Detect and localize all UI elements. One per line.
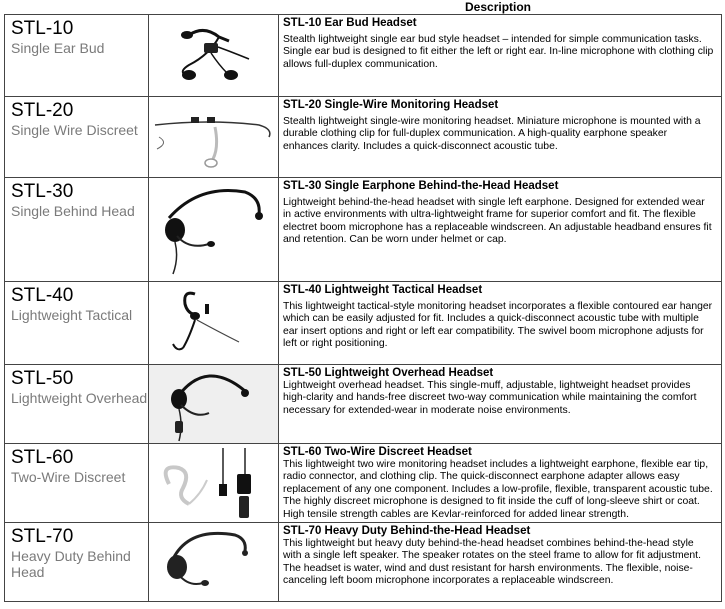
product-title: STL-70 Heavy Duty Behind-the-Head Headset (283, 525, 531, 537)
model-code: STL-60 (11, 447, 74, 468)
model-name: Lightweight Overhead (11, 390, 148, 406)
behind-head-headset-icon (149, 178, 279, 280)
model-name: Single Wire Discreet (11, 122, 138, 138)
product-description: Lightweight behind-the-head headset with single left earphone. Designed for extended wear in active environments with ultra-lightweight frame for superior comfort and fit. The flexible electret boom microphone has a replaceable windscreen. An adjustable headband ensures fit and retention. Can be worn under helmet or cap. (283, 197, 712, 246)
product-title: STL-50 Lightweight Overhead Headset (283, 367, 494, 379)
description-column-header: Description (465, 0, 532, 14)
model-cell (5, 523, 149, 602)
overhead-headset-icon (149, 365, 279, 443)
headset-catalog-table (4, 14, 722, 602)
model-cell (5, 365, 149, 444)
description-cell (279, 15, 722, 97)
description-cell (279, 523, 722, 602)
model-name: Single Behind Head (11, 203, 135, 219)
product-title: STL-20 Single-Wire Monitoring Headset (283, 99, 499, 111)
table-row (5, 178, 722, 282)
image-cell (149, 178, 279, 282)
table-row (5, 365, 722, 444)
product-description: Stealth lightweight single ear bud style headset – intended for simple communication tasks. Single ear bud is designed to fit either the left or right ear. In-line microphone with clothing clip allows full-duplex communication. (283, 34, 714, 70)
image-cell (149, 15, 279, 97)
model-code: STL-70 (11, 526, 74, 547)
model-name: Heavy Duty Behind Head (11, 548, 131, 580)
image-cell (149, 365, 279, 444)
model-code: STL-50 (11, 368, 74, 389)
description-cell (279, 178, 722, 282)
product-description: This lightweight two wire monitoring headset includes a lightweight earphone, flexible ear tip, radio connector, and clothing clip. The quick-disconnect earphone adapter allows easy replacement of any one component. Includes a low-profile, flexible, transparent acoustic tube. The highly discreet microphone is designed to fit inside the cuff of long-sleeve shirt or coat. High tensile strength cables are Kevlar-reinforced for added linear strength. (283, 459, 713, 520)
heavy-duty-behind-head-headset-icon (149, 523, 279, 601)
product-title: STL-60 Two-Wire Discreet Headset (283, 446, 472, 458)
table-row (5, 444, 722, 523)
image-cell (149, 523, 279, 602)
model-cell (5, 97, 149, 178)
model-name: Single Ear Bud (11, 40, 105, 56)
description-cell (279, 444, 722, 523)
table-row (5, 97, 722, 178)
model-cell (5, 178, 149, 282)
two-wire-discreet-headset-icon (149, 444, 279, 522)
model-code: STL-10 (11, 18, 74, 39)
product-description: This lightweight tactical-style monitoring headset incorporates a flexible contoured ear hanger which can be easily adjusted for fit. Includes a quick-disconnect acoustic tube with multiple ear insert options and right or left ear compatibility. The swivel boom microphone adjusts for left or right positioning. (283, 301, 713, 350)
product-title: STL-30 Single Earphone Behind-the-Head Headset (283, 180, 559, 192)
image-cell (149, 282, 279, 365)
product-description: Stealth lightweight single-wire monitoring headset. Miniature microphone is mounted with a durable clothing clip for full-duplex communication. A high-quality earphone speaker enhances clarity. Includes a quick-disconnect acoustic tube. (283, 116, 701, 152)
table-row (5, 282, 722, 365)
model-cell (5, 282, 149, 365)
model-cell (5, 444, 149, 523)
model-name: Lightweight Tactical (11, 307, 133, 323)
description-cell (279, 97, 722, 178)
table-row (5, 523, 722, 602)
model-name: Two-Wire Discreet (11, 469, 126, 485)
tactical-headset-icon (149, 282, 279, 364)
product-description: Lightweight overhead headset. This single-muff, adjustable, lightweight headset provides high-clarity and hands-free discreet two-way communication while maintaining the comfort necessary for extended-wear in moderate noise environments. (283, 380, 697, 416)
product-title: STL-10 Ear Bud Headset (283, 17, 417, 29)
image-cell (149, 97, 279, 178)
model-code: STL-40 (11, 285, 74, 306)
single-wire-discreet-headset-icon (149, 97, 279, 177)
model-cell (5, 15, 149, 97)
product-description: This lightweight but heavy duty behind-the-head headset combines behind-the-head style with a single left speaker. The speaker rotates on the steel frame to allow for fit adjustment. The headset is water, wind and dust resistant for harsh environments. The flexible, noise-canceling left boom microphone incorporates a replaceable windscreen. (283, 538, 701, 587)
description-cell (279, 282, 722, 365)
description-cell (279, 365, 722, 444)
product-title: STL-40 Lightweight Tactical Headset (283, 284, 483, 296)
model-code: STL-30 (11, 181, 74, 202)
image-cell (149, 444, 279, 523)
model-code: STL-20 (11, 100, 74, 121)
table-row (5, 15, 722, 97)
single-ear-bud-headset-icon (149, 15, 279, 95)
